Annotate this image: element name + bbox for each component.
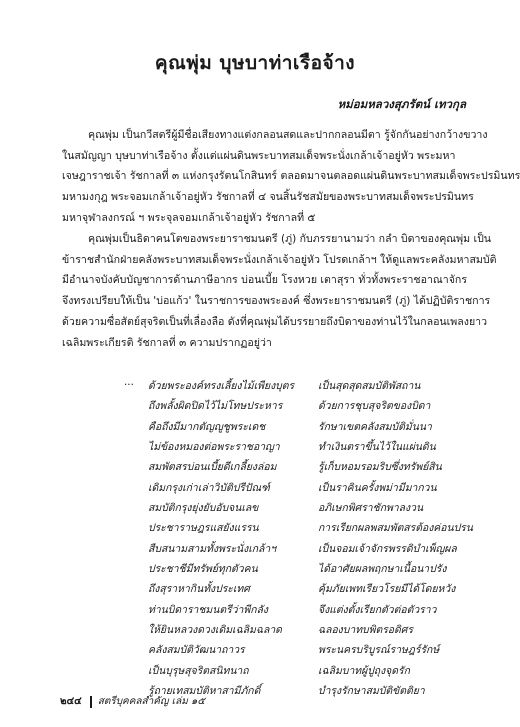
poem-ellipsis: ... bbox=[124, 376, 134, 388]
poem-row bbox=[148, 539, 473, 559]
poem-line-right: การเรียกผลพสมพัตสรต้องค่อนปรน bbox=[318, 522, 473, 535]
poem-row bbox=[148, 376, 473, 396]
paragraph-line: มหาจุฬาลงกรณ์ ฯ พระจุลจอมเกล้าเจ้าอยู่หัว รัชกาลที่ ๕ bbox=[62, 211, 316, 224]
poem-row bbox=[148, 457, 473, 477]
page-title: คุณพุ่ม บุษบาท่าเรือจ้าง bbox=[154, 52, 356, 74]
poem-row bbox=[148, 600, 473, 620]
poem-line-left: ประชาราษฎรแสยังแรรน bbox=[148, 522, 259, 535]
page-footer bbox=[60, 694, 205, 709]
paragraph-line: ข้าราชสำนักฝ่ายคลังพระบาทสมเด็จพระนั่งเกล้าเจ้าอยู่หัว โปรดเกล้าฯ ให้ดูแลพระคลังมหาสมบัติ bbox=[62, 253, 497, 266]
book-title: สตรีบุคคลสำคัญ เล่ม ๑๕ bbox=[97, 696, 205, 707]
poem-line-left: ประชาชีมีทรัพย์ทุกตัวคน bbox=[148, 563, 258, 576]
poem-row bbox=[148, 579, 473, 599]
paragraph-line: ในสมัญญา บุษบาท่าเรือจ้าง ตั้งแต่แผ่นดินพระบาทสมเด็จพระนั่งเกล้าเจ้าอยู่หัว พระมหา bbox=[62, 149, 456, 162]
poem-row bbox=[148, 396, 473, 416]
paragraph-1 bbox=[62, 125, 520, 229]
poem-line-right: บำรุงรักษาสมบัติขัตติยา bbox=[318, 685, 425, 698]
poem-row bbox=[148, 559, 473, 579]
poem-row bbox=[148, 478, 473, 498]
poem-line-left: สืบสนามสามทั้งพระนั่งเกล้าฯ bbox=[148, 542, 277, 555]
poem-line-right: อภิเษกพิศราชักพาลงวน bbox=[318, 502, 424, 515]
poem-row bbox=[148, 417, 473, 437]
page-number: ๒๔๔ bbox=[60, 696, 82, 707]
paragraph-line: จึงทรงเปรียบให้เป็น 'บ่อแก้ว' ในราชการของพระองค์ ซึ่งพระยาราชมนตรี (ภู่) ได้ปฏิบัติราชการ bbox=[62, 295, 491, 308]
poem-line-right: พระนครบริบูรณ์ราษฎร์รักษ์ bbox=[318, 644, 440, 657]
poem-line-left: สมบัติกรุงยุ่งยับอับจนเลข bbox=[148, 502, 259, 515]
poem-row bbox=[148, 640, 473, 660]
poem-line-left: ไม่ข้องหมองต่อพระราชอาญา bbox=[148, 441, 280, 454]
poem-line-right: เฉลิมบาทผู้ปูถุงจุดรัก bbox=[318, 664, 410, 677]
paragraph-2 bbox=[62, 229, 497, 353]
poem-line-right: เป็นราคินครั้งพม่ามีมากวน bbox=[318, 481, 437, 494]
poem-line-right: เป็นสุดสุดสมบัติพัสถาน bbox=[318, 380, 421, 392]
poem-row bbox=[148, 437, 473, 457]
poem-line-left: ถึงสุราหากินทั้งประเทศ bbox=[148, 583, 250, 596]
paragraph-line: คุณพุ่ม เป็นกวีสตรีผู้มีชื่อเสียงทางแต่งกลอนสดและปากกลอนมีตา รู้จักกันอย่างกว้างขวาง bbox=[88, 129, 488, 141]
poem-line-left: เดิมกรุงเก่าเล่าวิบัติปรีปัณฑ์ bbox=[148, 481, 270, 494]
poem-line-left: สมพัตสรบ่อนเบี้ยดีเกลี้ยงล่อม bbox=[148, 461, 277, 474]
poem-line-right: จึงแต่งตั้งเรียกตัวต่อตัวราว bbox=[318, 603, 437, 616]
poem-line-left: คลังสมบัติวัฒนาถาวร bbox=[148, 644, 245, 657]
paragraph-line: เฉลิมพระเกียรติ รัชกาลที่ ๓ ความปรากฏอยู่ว่า bbox=[62, 336, 272, 349]
author-name: หม่อมหลวงสุภรัตน์ เทวกุล bbox=[337, 97, 466, 111]
paragraph-line: คุณพุ่มเป็นธิดาคนโตของพระยาราชมนตรี (ภู่) กับภรรยานามว่า กลำ บิดาของคุณพุ่ม เป็น bbox=[88, 233, 492, 245]
poem-line-right: ฉลองบาทบพิตรอดิศร bbox=[318, 624, 413, 637]
poem-row bbox=[148, 620, 473, 640]
poem-line-right: คุ้มภัยเพทเรียวโรยมีได้โดยหวัง bbox=[318, 583, 456, 596]
poem-line-left: เป็นบุรุษสุจริตสนิทนาถ bbox=[148, 664, 249, 677]
poem-block bbox=[148, 376, 473, 702]
poem-line-left: รู้ถายเทสมบัติหาสามีภักดิ์ bbox=[148, 685, 261, 698]
paragraph-line: มหามงกุฎ พระจอมเกล้าเจ้าอยู่หัว รัชกาลที่ ๔ จนสิ้นรัชสมัยของพระบาทสมเด็จพระปรมินทร bbox=[62, 191, 474, 204]
poem-line-left: ให้ยินหลวงดวงเดิมเฉลิมฉลาด bbox=[148, 624, 282, 637]
poem-line-right: ทำเงินตราขึ้นไว้ในแผ่นดิน bbox=[318, 441, 436, 454]
paragraph-line: ด้วยความซื่อสัตย์สุจริตเป็นที่เลื่องลือ ดังที่คุณพุ่มได้บรรยายถึงบิดาของท่านไว้ในกลอนเพลงยาว bbox=[62, 315, 488, 328]
poem-line-left: ด้วยพระองค์ทรงเลี้ยงไม้เพียงบุตร bbox=[148, 380, 295, 392]
paragraph-line: เจษฎาราชเจ้า รัชกาลที่ ๓ แห่งกรุงรัตนโกสินทร์ ตลอดมาจนตลอดแผ่นดินพระบาทสมเด็จพระปรมินทร bbox=[62, 170, 520, 183]
poem-line-right: ได้อาศัยผลพฤกษาเนื้อนาปรัง bbox=[318, 563, 447, 576]
poem-row bbox=[148, 518, 473, 538]
poem-row bbox=[148, 498, 473, 518]
poem-line-right: รู้เก็บหอมรอมริบซึ่งทรัพย์สิน bbox=[318, 461, 442, 474]
poem-line-right: ด้วยการชุบสุจริตของบิดา bbox=[318, 400, 431, 413]
poem-line-left: คือถึงมีมากตัญญูชูพระเดช bbox=[148, 420, 266, 433]
poem-row bbox=[148, 661, 473, 681]
footer-divider bbox=[90, 696, 92, 708]
poem-line-left: ท่านบิดาราชมนตรีว่าพีกลัง bbox=[148, 603, 268, 616]
poem-line-right: เป็นจอมเจ้าจักรพรรดิบำเพ็ญผล bbox=[318, 542, 457, 555]
poem-line-left: ถึงพลั้งผิดปิดไว้ไม่โทษประหาร bbox=[148, 400, 283, 413]
paragraph-line: มีอำนาจบังคับบัญชาการด้านภาษีอากร บ่อนเบี้ย โรงหวย เตาสุรา ทั่วทั้งพระราชอาณาจักร bbox=[62, 274, 468, 287]
poem-line-right: รักษาเขตคลังสมบัติมั่นนา bbox=[318, 420, 432, 433]
